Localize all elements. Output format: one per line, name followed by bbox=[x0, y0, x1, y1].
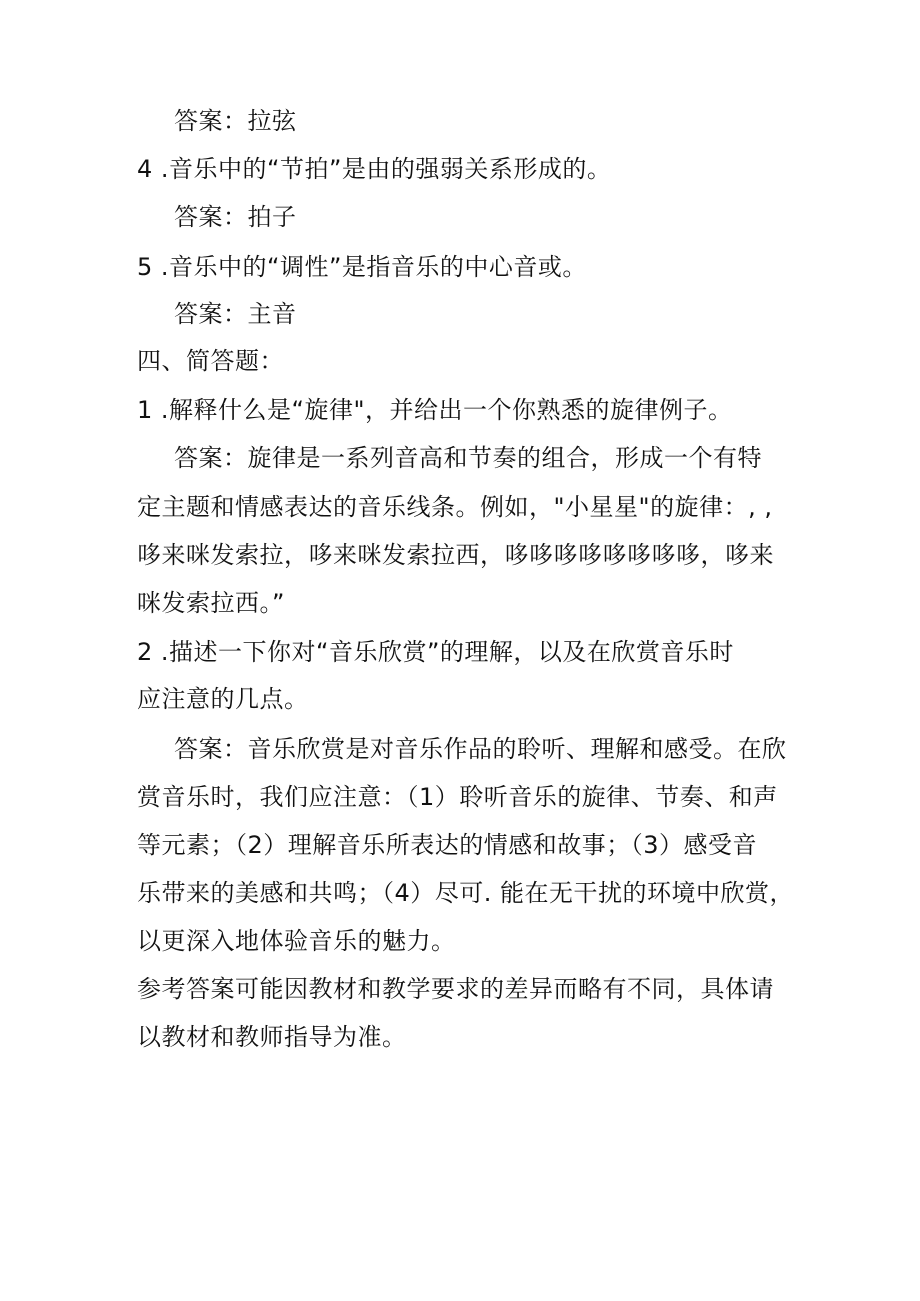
answer-continuation: 以更深入地体验音乐的魅力。 bbox=[137, 927, 456, 955]
answer-line: 答案：主音 bbox=[174, 300, 297, 328]
question-line: 5 .音乐中的“调性”是指音乐的中心音或。 bbox=[137, 253, 587, 281]
question-continuation: 应注意的几点。 bbox=[137, 685, 309, 713]
answer-line: 答案：音乐欣赏是对音乐作品的聆听、理解和感受。在欣 bbox=[174, 735, 787, 763]
question-line: 2 .描述一下你对“音乐欣赏”的理解，以及在欣赏音乐时 bbox=[137, 638, 734, 666]
answer-continuation: 定主题和情感表达的音乐线条。例如，"小星星"的旋律：, , bbox=[137, 493, 773, 521]
note-line: 参考答案可能因教材和教学要求的差异而略有不同，具体请 bbox=[137, 975, 774, 1003]
question-line: 4 .音乐中的“节拍”是由的强弱关系形成的。 bbox=[137, 155, 612, 183]
answer-continuation: 哆来咪发索拉，哆来咪发索拉西，哆哆哆哆哆哆哆哆，哆来 bbox=[137, 541, 774, 569]
question-line: 1 .解释什么是“旋律"，并给出一个你熟悉的旋律例子。 bbox=[137, 396, 733, 424]
answer-continuation: 等元素；（2）理解音乐所表达的情感和故事；（3）感受音 bbox=[137, 831, 758, 859]
answer-continuation: 咪发索拉西。” bbox=[137, 589, 285, 617]
answer-continuation: 乐带来的美感和共鸣；（4）尽可. 能在无干扰的环境中欣赏， bbox=[137, 879, 795, 907]
answer-line: 答案：拍子 bbox=[174, 203, 297, 231]
note-line: 以教材和教师指导为准。 bbox=[137, 1023, 407, 1051]
answer-line: 答案：拉弦 bbox=[174, 107, 297, 135]
section-heading: 四、简答题： bbox=[137, 347, 284, 375]
answer-continuation: 赏音乐时，我们应注意：（1）聆听音乐的旋律、节奏、和声 bbox=[137, 783, 778, 811]
answer-line: 答案：旋律是一系列音高和节奏的组合，形成一个有特 bbox=[174, 444, 762, 472]
